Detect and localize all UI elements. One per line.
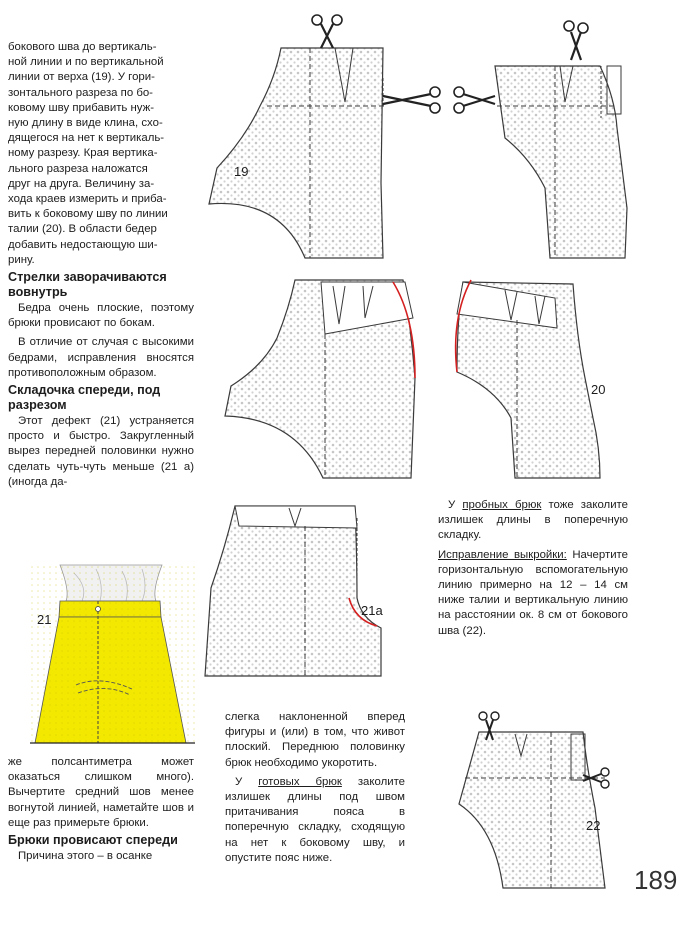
figure-label-21: 21 — [37, 612, 52, 627]
paragraph: же полсантиметра может оказаться слишком много). Вычертите средний шов менее вогнутой линией, наметайте шов и еще раз примерьте брюки. — [8, 756, 194, 829]
text-line: вить к боковому шву по линии — [8, 208, 168, 221]
col3-text — [438, 498, 628, 639]
figure-21-photo — [30, 565, 195, 743]
text-line: льного разреза наложатся — [8, 162, 148, 175]
text-span: У — [235, 775, 259, 788]
text-span: Начертите горизонтальную вспомогательную линию примерно на 12 – 14 см ниже талии и вертикальную линию на расстоянии ок. 8 см от бокового шва (22). — [438, 548, 628, 637]
figure-label-19: 19 — [234, 164, 249, 179]
paragraph — [438, 498, 628, 544]
text-line: ному разрезу. Края вертика- — [8, 147, 158, 160]
text-line: хода краев измерить и приба- — [8, 193, 167, 206]
heading-darts-inward: Стрелки заворачиваются вовнутрь — [8, 270, 167, 300]
text-line: зонтального разреза по бо- — [8, 86, 153, 99]
figure-label-21a: 21a — [361, 603, 383, 618]
underlined-term: пробных брюк — [462, 499, 542, 511]
text-line: линии от верха (19). У гори- — [8, 71, 155, 84]
paragraph: Этот дефект (21) устраняется просто и быстро. Закругленный вырез передней половинки нужно сделать чуть-чуть меньше (21 а) (иногда да- — [8, 415, 194, 488]
text-line: дящегося на нет к вертикаль- — [8, 132, 165, 145]
paragraph — [225, 775, 405, 866]
figure-label-20: 20 — [591, 382, 606, 397]
text-line: ковому шву прибавить нуж- — [8, 101, 155, 114]
paragraph: Причина этого – в осанке — [18, 850, 153, 863]
text-line: рину. — [8, 253, 35, 266]
text-line: добавить недостающую ши- — [8, 238, 158, 251]
text-line: талии (20). В области бедер — [8, 223, 157, 236]
heading-front-sag: Брюки провисают спереди — [8, 833, 178, 848]
figure-label-22: 22 — [586, 818, 601, 833]
col1-intro — [8, 40, 194, 268]
text-line: бокового шва до вертикаль- — [8, 41, 157, 53]
col1-text-top — [8, 40, 194, 490]
col1-text-bottom — [8, 755, 194, 864]
text-span: тоже заколите излишек длины в поперечную складку. — [438, 499, 628, 542]
col2-text — [225, 710, 405, 866]
text-line: ную длину в виде клина, схо- — [8, 117, 163, 130]
figure-21a-drawing — [205, 498, 395, 676]
page-number: 189 — [634, 865, 678, 895]
paragraph: В отличие от случая с высокими бедрами, исправления вносятся противоположным образом. — [8, 336, 194, 379]
figure-19-drawing — [205, 8, 655, 258]
text-line: ной линии и по вертикальной — [8, 56, 164, 69]
text-span: У — [448, 499, 463, 511]
text-line: друг на друга. Величину за- — [8, 177, 155, 190]
underlined-term: Исправление выкройки: — [438, 548, 567, 561]
text-span: заколите излишек длины под швом притачивания пояса в поперечную складку, сходящую на нет к боковому шву, и опустите пояс ниже. — [225, 775, 406, 864]
figure-20-drawing — [205, 268, 655, 478]
paragraph: слегка наклоненной вперед фигуры и (или) в том, что живот плоский. Переднюю половинку брюк необходимо укоротить. — [225, 711, 405, 769]
paragraph — [438, 548, 628, 639]
underlined-term: готовых брюк — [258, 775, 342, 788]
paragraph: Бедра очень плоские, поэтому брюки провисают по бокам. — [8, 302, 194, 330]
heading-front-fold: Складочка спереди, под разрезом — [8, 383, 161, 413]
figure-22-drawing — [455, 708, 625, 888]
